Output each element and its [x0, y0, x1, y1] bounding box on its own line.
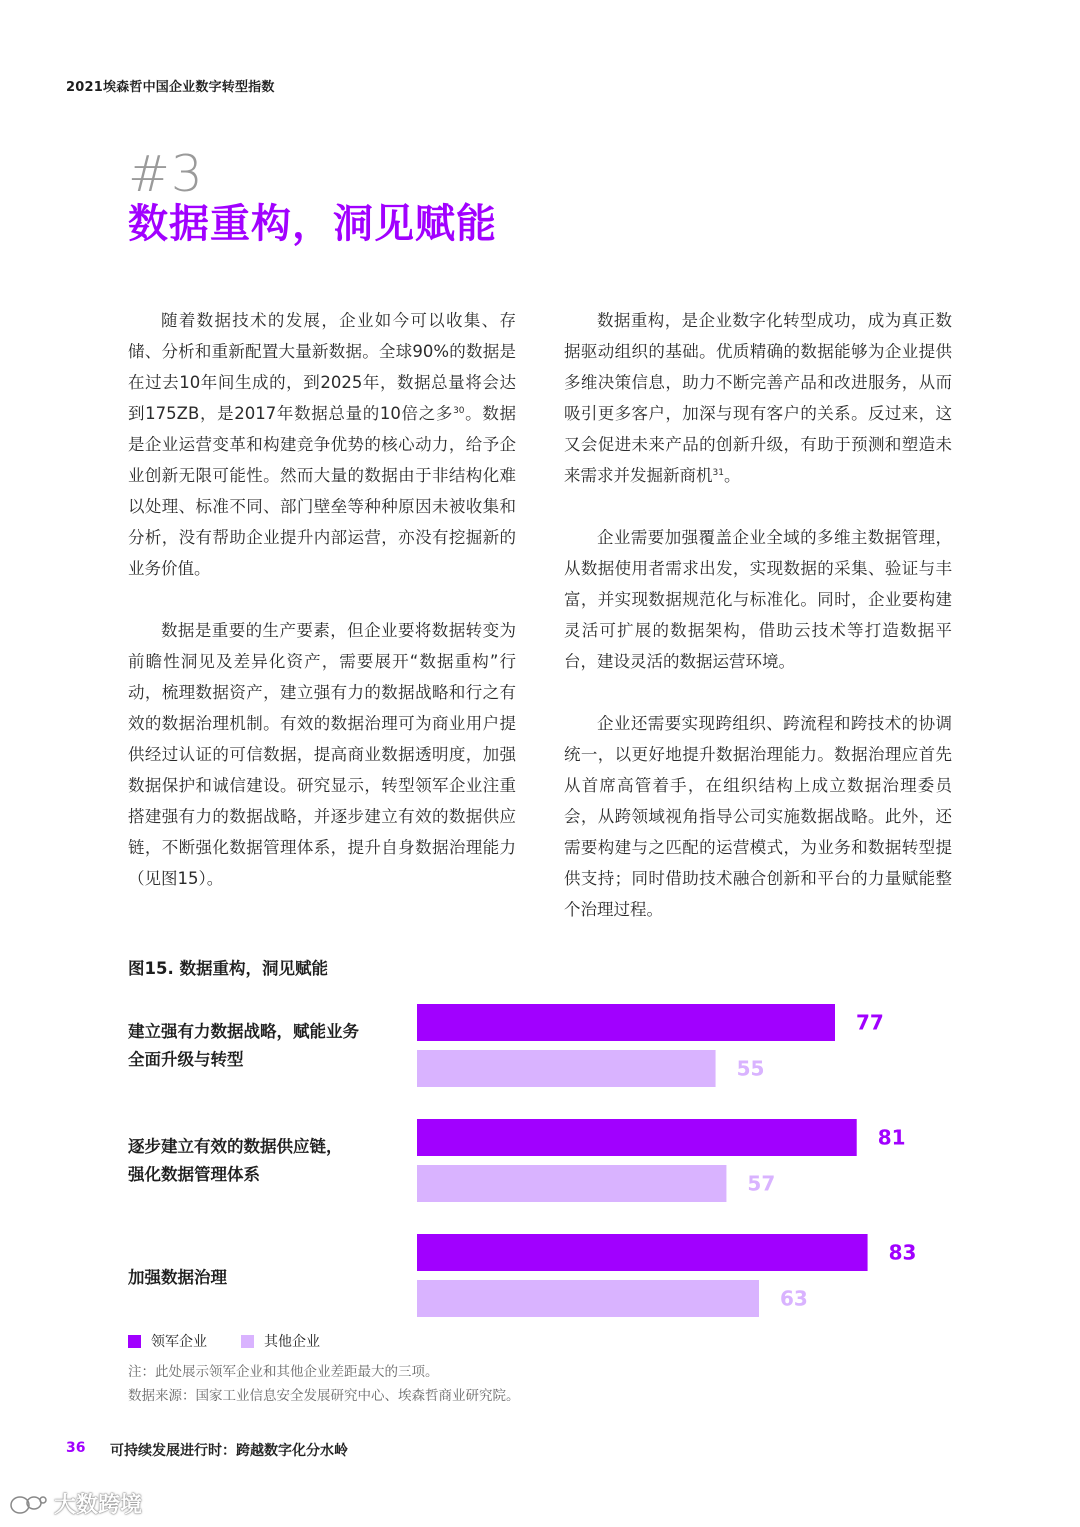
bar-leader	[417, 1004, 835, 1041]
note-text: 注：此处展示领军企业和其他企业差距最大的三项。	[128, 1364, 439, 1380]
bar-other	[417, 1165, 726, 1202]
category-label-line: 强化数据管理体系	[128, 1164, 260, 1184]
body-paragraph: 数据是重要的生产要素，但企业要将数据转变为前瞻性洞见及差异化资产，需要展开“数据重构”行动，梳理数据资产，建立强有力的数据战略和行之有效的数据治理机制。有效的数据治理可为商业用户提供经过认证的可信数据，提高商业数据透明度，加强数据保护和诚信建设。研究显示，转型领军企业注重搭建强有力的数据战略，并逐步建立有效的数据供应链，不断强化数据管理体系，提升自身数据治理能力（见图15）。	[128, 621, 516, 888]
section-number: #3	[128, 145, 204, 203]
bar-value-label: 81	[877, 1125, 906, 1150]
bar-value-label: 55	[736, 1056, 765, 1081]
category-label	[128, 1264, 398, 1292]
category-label-line: 全面升级与转型	[128, 1049, 244, 1069]
bar-value-label: 57	[747, 1171, 776, 1196]
bar-leader	[417, 1234, 868, 1271]
category-label	[128, 1133, 398, 1189]
running-head: 2021埃森哲中国企业数字转型指数	[66, 80, 275, 95]
legend-swatch	[128, 1335, 141, 1348]
body-column-left	[128, 305, 516, 925]
source-text: 数据来源：国家工业信息安全发展研究中心、埃森哲商业研究院。	[128, 1388, 520, 1404]
section-title: 数据重构，洞见赋能	[128, 201, 497, 247]
category-label	[128, 1018, 398, 1074]
legend-label: 其他企业	[264, 1334, 320, 1350]
bar-value-label: 83	[888, 1240, 917, 1265]
category-label-line: 逐步建立有效的数据供应链，	[128, 1136, 343, 1156]
category-label-line: 加强数据治理	[128, 1267, 227, 1287]
bar-other	[417, 1050, 716, 1087]
body-paragraph: 随着数据技术的发展，企业如今可以收集、存储、分析和重新配置大量新数据。全球90%的数据是在过去10年间生成的，到2025年，数据总量将会达到175ZB，是2017年数据总量的10倍之多$^{30}$。数据是企业运营变革和构建竞争优势的核心动力，给予企业创新无限可能性。然而大量的数据由于非结构化难以处理、标准不同、部门壁垒等种种原因未被收集和分析，没有帮助企业提升内部运营，亦没有挖掘新的业务价值。	[128, 311, 517, 578]
legend-label: 领军企业	[151, 1334, 207, 1350]
footer-title: 可持续发展进行时：跨越数字化分水岭	[110, 1443, 348, 1459]
watermark	[8, 1488, 142, 1519]
bar-value-label: 63	[780, 1286, 808, 1311]
page-number: 36	[66, 1440, 86, 1456]
legend-swatch	[241, 1335, 254, 1348]
category-label-line: 建立强有力数据战略，赋能业务	[128, 1021, 359, 1041]
figure-note	[128, 1360, 520, 1408]
chart-legend	[128, 1331, 354, 1351]
watermark-logo-icon	[8, 1491, 48, 1517]
legend-item	[241, 1331, 320, 1351]
body-paragraph: 企业需要加强覆盖企业全域的多维主数据管理，从数据使用者需求出发，实现数据的采集、验证与丰富，并实现数据规范化与标准化。同时，企业要构建灵活可扩展的数据架构，借助云技术等打造数据平台，建设灵活的数据运营环境。	[564, 528, 952, 671]
body-paragraph: 数据重构，是企业数字化转型成功，成为真正数据驱动组织的基础。优质精确的数据能够为企业提供多维决策信息，助力不断完善产品和改进服务，从而吸引更多客户，加深与现有客户的关系。反过来，这又会促进未来产品的创新升级，有助于预测和塑造未来需求并发掘新商机$^{31}$。	[564, 311, 952, 485]
body-paragraph: 企业还需要实现跨组织、跨流程和跨技术的协调统一，以更好地提升数据治理能力。数据治理应首先从首席高管着手，在组织结构上成立数据治理委员会，从跨领域视角指导公司实施数据战略。此外，还需要构建与之匹配的运营模式，为业务和数据转型提供支持；同时借助技术融合创新和平台的力量赋能整个治理过程。	[564, 714, 952, 919]
bar-other	[417, 1280, 759, 1317]
bar-value-label: 77	[856, 1010, 884, 1035]
watermark-text: 大数跨境	[54, 1493, 143, 1518]
figure-title: 图15. 数据重构，洞见赋能	[128, 959, 328, 978]
bar-leader	[417, 1119, 857, 1156]
body-column-right	[564, 305, 952, 956]
legend-item	[128, 1331, 207, 1351]
